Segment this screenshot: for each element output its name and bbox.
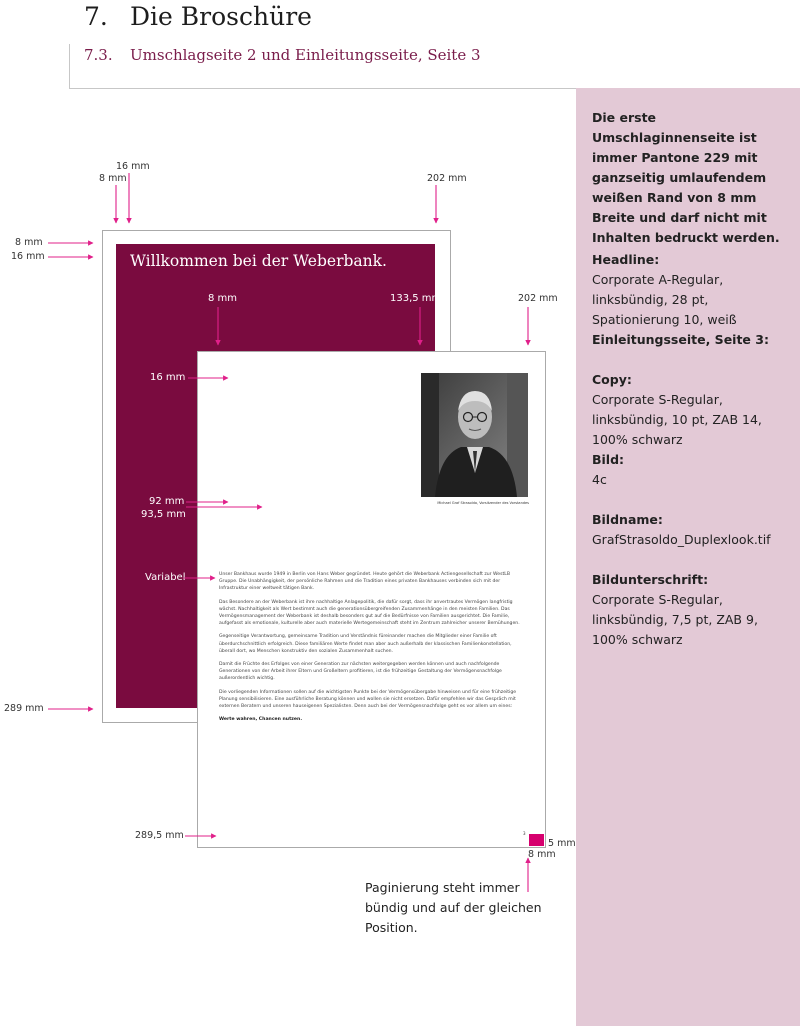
body-paragraph: Die vorliegenden Informationen sollen auf die wichtigsten Punkte bei der Vermögensübergabe hinweisen und für eine frühzeitige Planung sensibilisieren. Eine ausführliche Beratung können und wollen sie nicht ersetzen. Dafür empfehlen wir das Gespräch mit externen Beratern und unseren hauseigenen Spezialisten. Denn auch bei der Vermögensnachfolge geht es vor allem um eines: <box>219 689 517 710</box>
measure-202mm-intro: 202 mm <box>518 293 558 304</box>
measure-16mm-inner: 16 mm <box>150 372 186 383</box>
spec-headline-value: Corporate A-Regular, linksbündig, 28 pt, Spationierung 10, weiß <box>592 272 737 327</box>
spec-bildunterschrift-label: Bildunterschrift: <box>592 572 709 587</box>
closing-line: Werte wahren, Chancen nutzen. <box>219 717 303 723</box>
spec-bildname-label: Bildname: <box>592 512 663 527</box>
body-paragraph: Gegenseitige Verantwortung, gemeinsame Tradition und Verständnis füreinander machen die Mitglieder einer Familie oft überdurchschnittlich erfolgreich. Diese familiären Werte findet man aber auch außerhalb der klassischen Familienkonstellation, überall dort, wo Menschen konstruktiv den sozialen Zusammenhalt suchen. <box>219 634 512 654</box>
measure-8mm-left: 8 mm <box>15 237 43 248</box>
photo-caption: Michael Graf Strasoldo, Vorsitzender des Vorstandes <box>437 501 529 505</box>
page-number: 3 <box>523 831 526 836</box>
measure-8mm-top: 8 mm <box>99 173 127 184</box>
measure-289mm: 289 mm <box>4 703 44 714</box>
measure-16mm-left: 16 mm <box>11 251 45 262</box>
body-paragraph: Damit die Früchte des Erfolges von einer Generation zur nächsten weitergegeben werden können und auch nachfolgende Generationen von der Arbeit ihrer Eltern und Großeltern profitieren, ist die frühzeitige Gestaltung der Vermögensnachfolge außerordentlich wichtig. <box>219 662 502 682</box>
measure-8mm-inner: 8 mm <box>208 293 238 304</box>
spec-bildname-value: GrafStrasoldo_Duplexlook.tif <box>592 532 771 547</box>
spec-headline-label: Headline: <box>592 252 660 267</box>
measure-289-5mm: 289,5 mm <box>135 830 184 841</box>
pagination-note: Paginierung steht immer bündig und auf der gleichen Position. <box>365 880 542 935</box>
measure-5mm: 5 mm <box>548 838 576 849</box>
spec-intro: Die erste Umschlaginnenseite ist immer Pantone 229 mit ganzseitig umlaufendem weißen Rand von 8 mm Breite und darf nicht mit Inhalten bedruckt werden. <box>592 110 780 245</box>
body-paragraph: Unser Bankhaus wurde 1949 in Berlin von Hans Weber gegründet. Heute gehört die Weberbank Actiengesellschaft zur WestLB Gruppe. Die Unabhängigkeit, der persönliche Rahmen und die Tradition eines privaten Bankhauses verbinden sich mit der Infrastruktur einer weltweit tätigen Bank. <box>219 572 510 592</box>
section-number: 7.3. <box>84 46 113 64</box>
spec-bildunterschrift-value: Corporate S-Regular, linksbündig, 7,5 pt, ZAB 9, 100% schwarz <box>592 592 758 647</box>
measure-8mm-bottom: 8 mm <box>528 849 556 860</box>
measure-16mm-top: 16 mm <box>116 161 150 172</box>
spec-einleitung-label: Einleitungsseite, Seite 3: <box>592 332 769 347</box>
measure-133mm-inner: 133,5 mm <box>390 293 442 304</box>
measure-92mm: 92 mm <box>149 496 185 507</box>
spec-bild-value: 4c <box>592 472 607 487</box>
spec-copy-value: Corporate S-Regular, linksbündig, 10 pt, ZAB 14, 100% schwarz <box>592 392 762 447</box>
measure-93mm: 93,5 mm <box>141 509 186 520</box>
section-title: Umschlagseite 2 und Einleitungsseite, Seite 3 <box>130 46 481 64</box>
spec-copy-label: Copy: <box>592 372 632 387</box>
chapter-title: Die Broschüre <box>130 2 312 31</box>
chapter-number: 7. <box>84 2 108 31</box>
body-paragraph: Das Besondere an der Weberbank ist ihre nachhaltige Anlagepolitik, die dafür sorgt, dass ihr anvertrautes Vermögen langfristig wächst. Nachhaltigkeit als Wert bestimmt auch die generationsübergreifenden Zusammenhänge in den meisten Familien. Das Vermögensmanagement der Weberbank ist deshalb besonders gut auf die Bedürfnisse von Familien ausgerichtet. Die Familie, aufgefasst als emotionale, kulturelle aber auch materielle Wertegemeinschaft steht im Zentrum zahlreicher unserer Bemühungen. <box>219 599 520 627</box>
spec-bild-label: Bild: <box>592 452 625 467</box>
measure-variabel: Variabel <box>145 572 186 583</box>
measure-202mm-cover: 202 mm <box>427 173 467 184</box>
cover-headline: Willkommen bei der Weberbank. <box>130 252 387 270</box>
